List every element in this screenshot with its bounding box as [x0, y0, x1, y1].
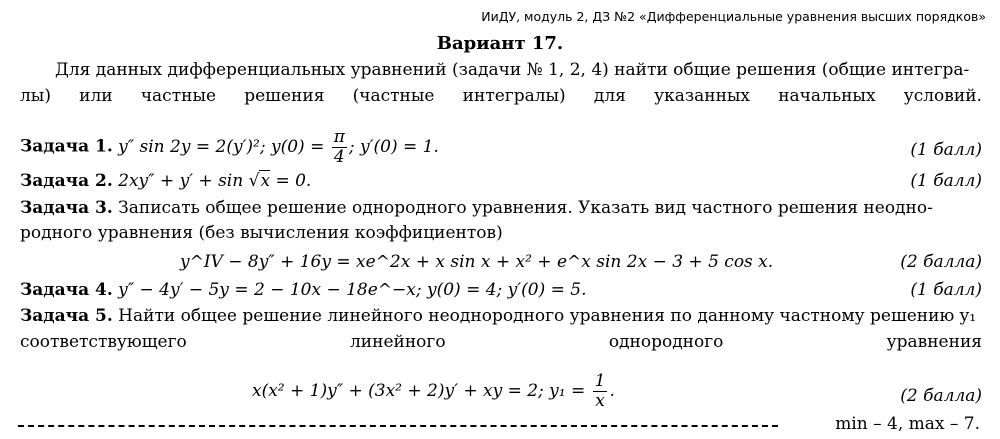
dashed-divider [18, 425, 778, 427]
score-range: min – 4, max – 7. [835, 414, 980, 434]
task-2 [20, 171, 982, 191]
variant-title: Вариант 17. [436, 33, 564, 54]
intro-word: или [79, 86, 113, 106]
task-1 [20, 128, 982, 166]
task-text: Записать общее решение однородного уравнения. Указать вид частного решения неодно- [112, 198, 933, 218]
task-label: Задача 5. [20, 306, 113, 326]
intro-word: для [593, 86, 626, 106]
task-5-line-2: соответствующего линейного однородного уравнения [20, 332, 982, 352]
course-header: ИиДУ, модуль 2, ДЗ №2 «Дифференциальные уравнения высших порядков» [481, 9, 986, 24]
intro-word: интегралы) [462, 86, 566, 106]
task-equation: y″ sin 2y = 2(y′)²; y(0) = $\frac{\pi}{4}$ ; y′(0) = 1. [118, 127, 439, 167]
task-points: (2 балла) [900, 386, 982, 406]
task-5-equation: x(x² + 1)y″ + (3x² + 2)y′ + xy = 2; y₁ = $\frac{1}{x}$ . [252, 371, 615, 411]
task-label: Задача 4. [20, 280, 113, 300]
intro-word: указанных [654, 86, 751, 106]
task-points: (1 балл) [910, 280, 982, 300]
intro-word: лы) [20, 86, 51, 106]
task-3-line-2: родного уравнения (без вычисления коэффициентов) [20, 223, 503, 243]
intro-line-1: Для данных дифференциальных уравнений (задачи № 1, 2, 4) найти общие решения (общие интегра- [55, 60, 970, 80]
task-label: Задача 2. [20, 171, 113, 191]
fraction: $\frac{1}{x}$ [594, 371, 606, 411]
task-points: (2 балла) [900, 252, 982, 272]
task-equation: y″ − 4y′ − 5y = 2 − 10x − 18e^−x; y(0) = 4; y′(0) = 5. [118, 280, 587, 300]
task-points: (1 балл) [910, 140, 982, 160]
task-label: Задача 3. [20, 198, 113, 218]
intro-line-2 [20, 86, 982, 106]
intro-word: (частные [352, 86, 435, 106]
intro-word: условий. [903, 86, 982, 106]
intro-word: частные [140, 86, 217, 106]
task-points: (1 балл) [910, 171, 982, 191]
task-5 [20, 306, 982, 326]
task-label: Задача 1. [20, 136, 113, 157]
task-3-equation: y^IV − 8y″ + 16y = xe^2x + x sin x + x² + e^x sin 2x − 3 + 5 cos x. [180, 252, 774, 272]
task-4 [20, 280, 982, 300]
task-text: Найти общее решение линейного неоднородного уравнения по данному частному решению y₁ [112, 306, 977, 326]
task-3 [20, 198, 982, 218]
fraction: $\frac{\pi}{4}$ [333, 127, 345, 167]
intro-word: решения [244, 86, 325, 106]
task-equation: 2xy″ + y′ + sin √x = 0. [118, 171, 312, 191]
intro-word: начальных [778, 86, 876, 106]
